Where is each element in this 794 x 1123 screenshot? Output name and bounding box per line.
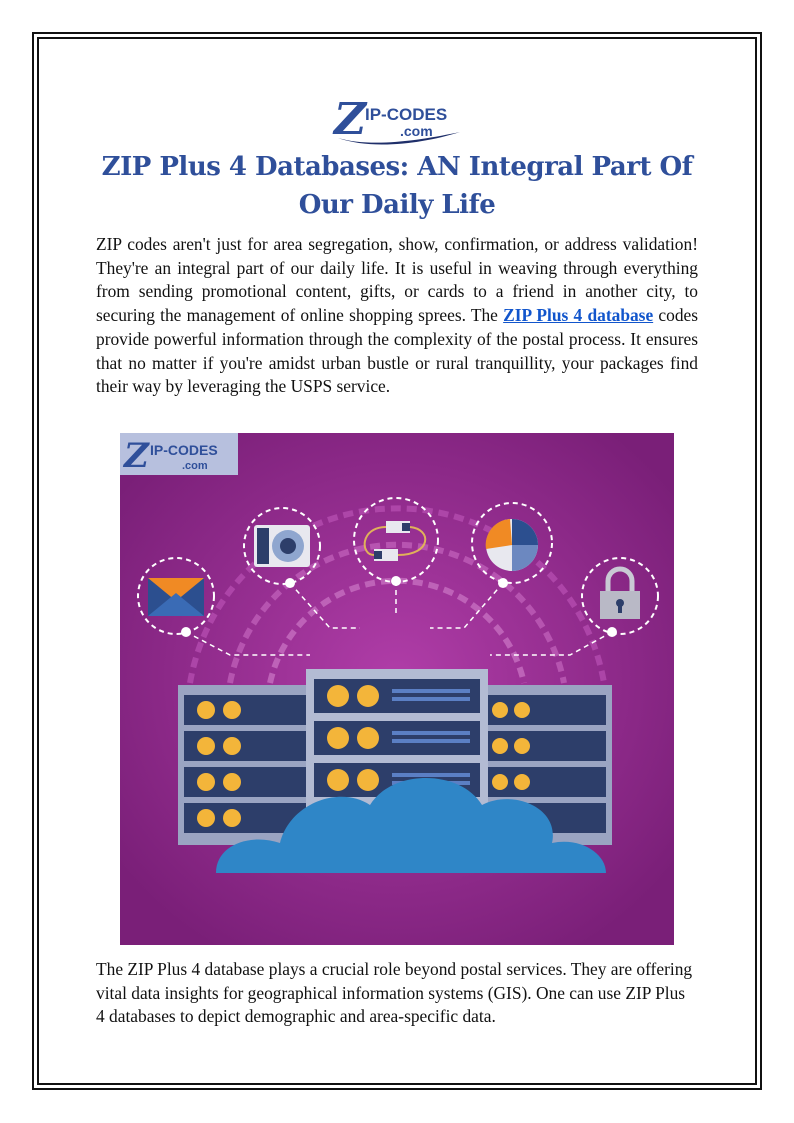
hero-illustration — [120, 433, 674, 945]
intro-paragraph — [96, 233, 698, 399]
hero-logo-letter: Z — [124, 436, 149, 476]
intro-text-start: ZIP codes aren't just for area segregation, show, confirmation, or address validation! They're an integral part of our daily life. It is useful in weaving through everything from sending promotional content, gifts, or cards to a friend in another city, to securing the management of online shopping sprees. The — [96, 234, 698, 326]
logo-letter: Z — [334, 94, 367, 145]
zip-codes-logo — [332, 94, 462, 146]
hero-logo-domain: .com — [182, 460, 208, 472]
hero-logo — [120, 433, 238, 476]
gis-paragraph: The ZIP Plus 4 database plays a crucial role beyond postal services. They are offering vital data insights for geographical information systems (GIS). One can use ZIP Plus 4 databases to depict demographic and area-specific data. — [96, 959, 693, 1027]
logo-wordmark: IP-CODES — [365, 105, 448, 124]
intro-text-end: codes provide powerful information through the complexity of the postal process. It ensures that no matter if you're amidst urban bustle or rural tranquillity, your packages find their way by leveraging the USPS service. — [96, 305, 699, 397]
hero-logo-wordmark: IP-CODES — [150, 442, 218, 458]
logo-domain: .com — [400, 123, 433, 139]
page-title: ZIP Plus 4 Databases: AN Integral Part Of Our Daily Life — [101, 152, 693, 220]
zip-plus-4-database-link[interactable]: ZIP Plus 4 database — [503, 305, 654, 326]
